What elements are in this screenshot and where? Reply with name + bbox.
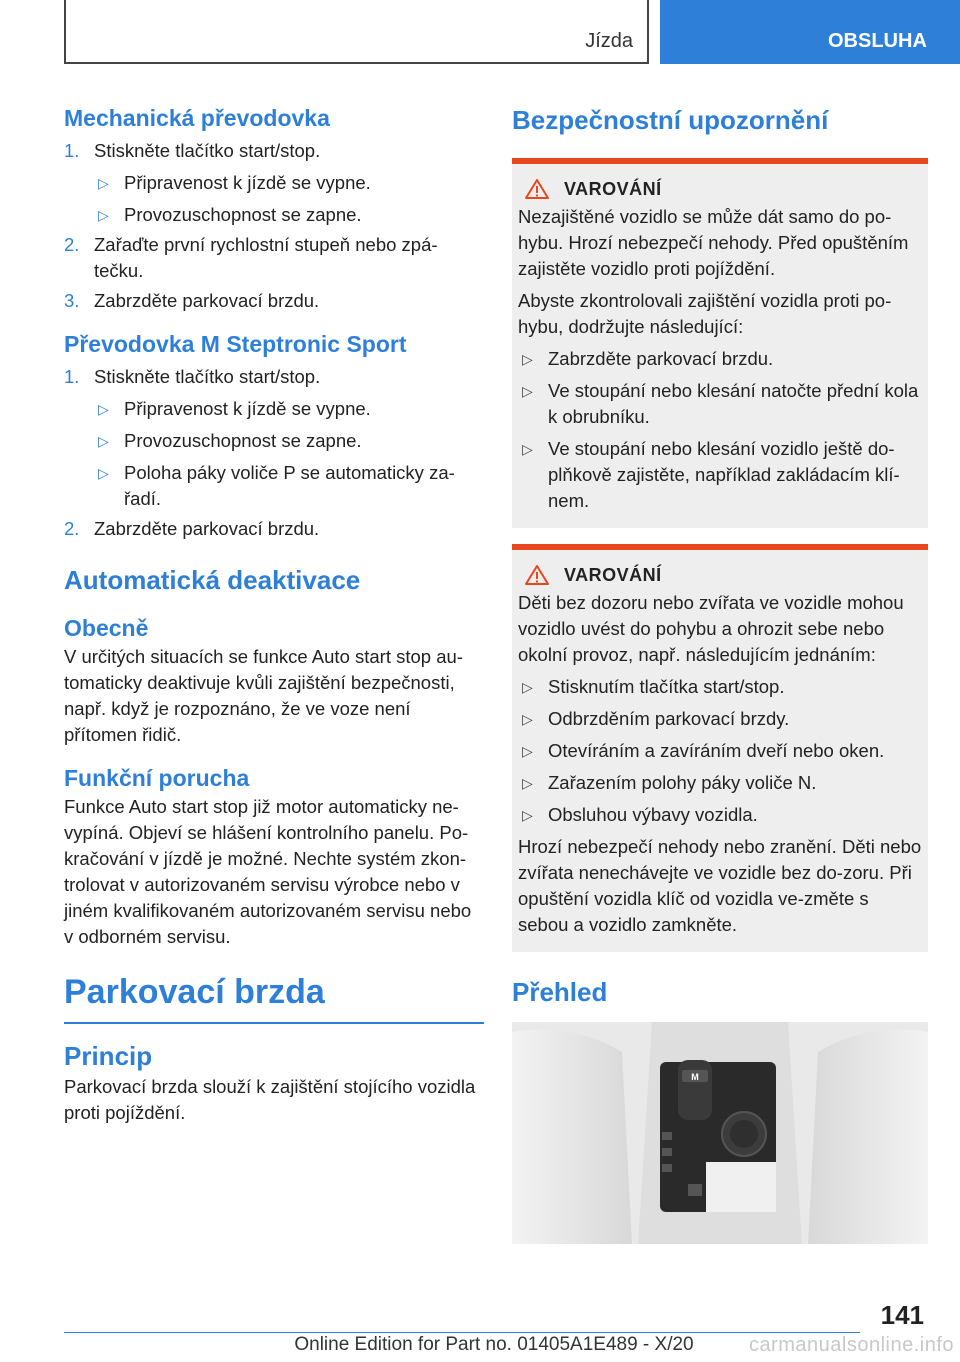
- header-section-box: [64, 0, 649, 64]
- step-number: 1.: [64, 140, 80, 161]
- header-tab-obsluha[interactable]: [660, 0, 960, 64]
- bullet-item: [518, 436, 922, 514]
- bullet-triangle-icon: ▷: [522, 743, 533, 759]
- bullet-item: [94, 460, 484, 512]
- heading-auto-deactivation: Automatická deaktivace: [64, 565, 361, 595]
- center-console-photo: [512, 1022, 928, 1244]
- warning-header: [524, 178, 922, 200]
- bullet-text: Zařazením polohy páky voliče N.: [548, 772, 817, 793]
- bullet-item: [94, 396, 484, 422]
- header-section-label: Jízda: [585, 30, 633, 52]
- bullet-text: Ve stoupání nebo klesání natočte přední kola k obrubníku.: [548, 380, 919, 427]
- warning-bullets: [518, 346, 922, 514]
- step-item: [64, 364, 484, 512]
- bullet-triangle-icon: ▷: [522, 775, 533, 791]
- warning-label: VAROVÁNÍ: [564, 564, 662, 585]
- step-number: 2.: [64, 518, 80, 539]
- step-bullets: [94, 170, 484, 228]
- warning-text: Abyste zkontrolovali zajištění vozidla proti po‐hybu, dodržujte následující:: [518, 290, 892, 337]
- warning-triangle-icon: [524, 178, 550, 200]
- bullet-item: [518, 346, 922, 372]
- bullet-triangle-icon: ▷: [522, 711, 533, 727]
- watermark: carmanualsonline.info: [748, 1334, 954, 1356]
- heading-steptronic: Převodovka M Steptronic Sport: [64, 331, 407, 357]
- bullet-triangle-icon: ▷: [98, 401, 109, 417]
- warning-text: Děti bez dozoru nebo zvířata ve vozidle mohou vozidlo uvést do pohybu a ohrozit sebe nebo okolní provoz, např. následujícím jednáním:: [518, 592, 904, 665]
- step-item: [64, 288, 484, 314]
- bullet-triangle-icon: ▷: [522, 807, 533, 823]
- footer-divider: [64, 1332, 860, 1333]
- header-tab-label: OBSLUHA: [828, 30, 927, 52]
- heading-parking-brake: Parkovací brzda: [64, 970, 484, 1024]
- step-item: [64, 516, 484, 542]
- bullet-text: Ve stoupání nebo klesání vozidlo ještě do‐plňkově zajistěte, například zakládacím klí‐nem.: [548, 438, 900, 511]
- bullet-triangle-icon: ▷: [98, 433, 109, 449]
- bullet-text: Otevíráním a zavíráním dveří nebo oken.: [548, 740, 885, 761]
- m-logo: M: [691, 1072, 699, 1082]
- bullet-item: [518, 802, 922, 828]
- bullet-item: [518, 770, 922, 796]
- warning-label: VAROVÁNÍ: [564, 178, 662, 199]
- warning-triangle-icon: [524, 564, 550, 586]
- bullet-text: Zabrzděte parkovací brzdu.: [548, 348, 774, 369]
- heading-overview: Přehled: [512, 977, 608, 1007]
- step-text: Zabrzděte parkovací brzdu.: [94, 518, 320, 539]
- fault-text: Funkce Auto start stop již motor automaticky ne‐vypíná. Objeví se hlášení kontrolního panelu. Po‐kračování v jízdě je možné. Nechte systém zkon‐trolovat v autorizovaném servisu výrobce nebo v jiném kvalifikovaném autorizovaném servisu nebo v odborném servisu.: [64, 796, 472, 947]
- bullet-text: Připravenost k jízdě se vypne.: [124, 172, 371, 193]
- heading-manual-transmission: Mechanická převodovka: [64, 105, 330, 131]
- bullet-text: Odbrzděním parkovací brzdy.: [548, 708, 790, 729]
- step-number: 2.: [64, 234, 80, 255]
- bullet-item: [518, 738, 922, 764]
- bullet-item: [518, 378, 922, 430]
- bullet-text: Provozuschopnost se zapne.: [124, 204, 362, 225]
- step-text: Zabrzděte parkovací brzdu.: [94, 290, 320, 311]
- bullet-item: [518, 674, 922, 700]
- bullet-triangle-icon: ▷: [522, 441, 533, 457]
- step-item: [64, 232, 484, 284]
- bullet-text: Provozuschopnost se zapne.: [124, 430, 362, 451]
- bullet-text: Poloha páky voliče P se automaticky za‐řadí.: [124, 462, 455, 509]
- heading-principle: Princip: [64, 1041, 153, 1071]
- bullet-item: [94, 170, 484, 196]
- footer-edition: Online Edition for Part no. 01405A1E489 - X/20: [294, 1334, 694, 1355]
- bullet-item: [94, 202, 484, 228]
- step-item: [64, 138, 484, 228]
- bullet-triangle-icon: ▷: [522, 679, 533, 695]
- general-text: V určitých situacích se funkce Auto start stop au‐tomaticky deaktivuje kvůli zajištění bezpečnosti, např. když je rozpoznáno, že ve voze není přítomen řidič.: [64, 646, 463, 745]
- bullet-triangle-icon: ▷: [98, 465, 109, 481]
- page-number: 141: [880, 1300, 924, 1330]
- heading-general: Obecně: [64, 615, 149, 641]
- step-text: Stiskněte tlačítko start/stop.: [94, 366, 321, 387]
- step-bullets: [94, 396, 484, 512]
- heading-fault: Funkční porucha: [64, 765, 250, 791]
- manual-steps: [64, 138, 484, 314]
- bullet-text: Stisknutím tlačítka start/stop.: [548, 676, 785, 697]
- principle-text: Parkovací brzda slouží k zajištění stojícího vozidla proti pojíždění.: [64, 1076, 476, 1123]
- bullet-triangle-icon: ▷: [522, 383, 533, 399]
- bullet-triangle-icon: ▷: [522, 351, 533, 367]
- warning-text: Nezajištěné vozidlo se může dát samo do po‐hybu. Hrozí nebezpečí nehody. Před opuštěním zajistěte vozidlo proti pojíždění.: [518, 206, 909, 279]
- bullet-text: Připravenost k jízdě se vypne.: [124, 398, 371, 419]
- steptronic-steps: [64, 364, 484, 542]
- warning-text: Hrozí nebezpečí nehody nebo zranění. Děti nebo zvířata nenechávejte ve vozidle bez do‐zoru. Při opuštění vozidla klíč od vozidla ve‐změte s sebou a vozidlo zamkněte.: [518, 836, 922, 935]
- bullet-triangle-icon: ▷: [98, 207, 109, 223]
- warning-bullets: [518, 674, 922, 828]
- left-column: [64, 100, 484, 1126]
- heading-safety: Bezpečnostní upozornění: [512, 105, 829, 135]
- step-text: Zařaďte první rychlostní stupeň nebo zpá‐tečku.: [94, 234, 438, 281]
- bullet-text: Obsluhou výbavy vozidla.: [548, 804, 758, 825]
- bullet-triangle-icon: ▷: [98, 175, 109, 191]
- center-console-illustration: [512, 1022, 928, 1244]
- step-number: 1.: [64, 366, 80, 387]
- bullet-item: [518, 706, 922, 732]
- right-column: [512, 100, 928, 1244]
- step-number: 3.: [64, 290, 80, 311]
- warning-header: [524, 564, 922, 586]
- warning-box-1: [512, 158, 928, 528]
- warning-box-2: [512, 544, 928, 952]
- step-text: Stiskněte tlačítko start/stop.: [94, 140, 321, 161]
- bullet-item: [94, 428, 484, 454]
